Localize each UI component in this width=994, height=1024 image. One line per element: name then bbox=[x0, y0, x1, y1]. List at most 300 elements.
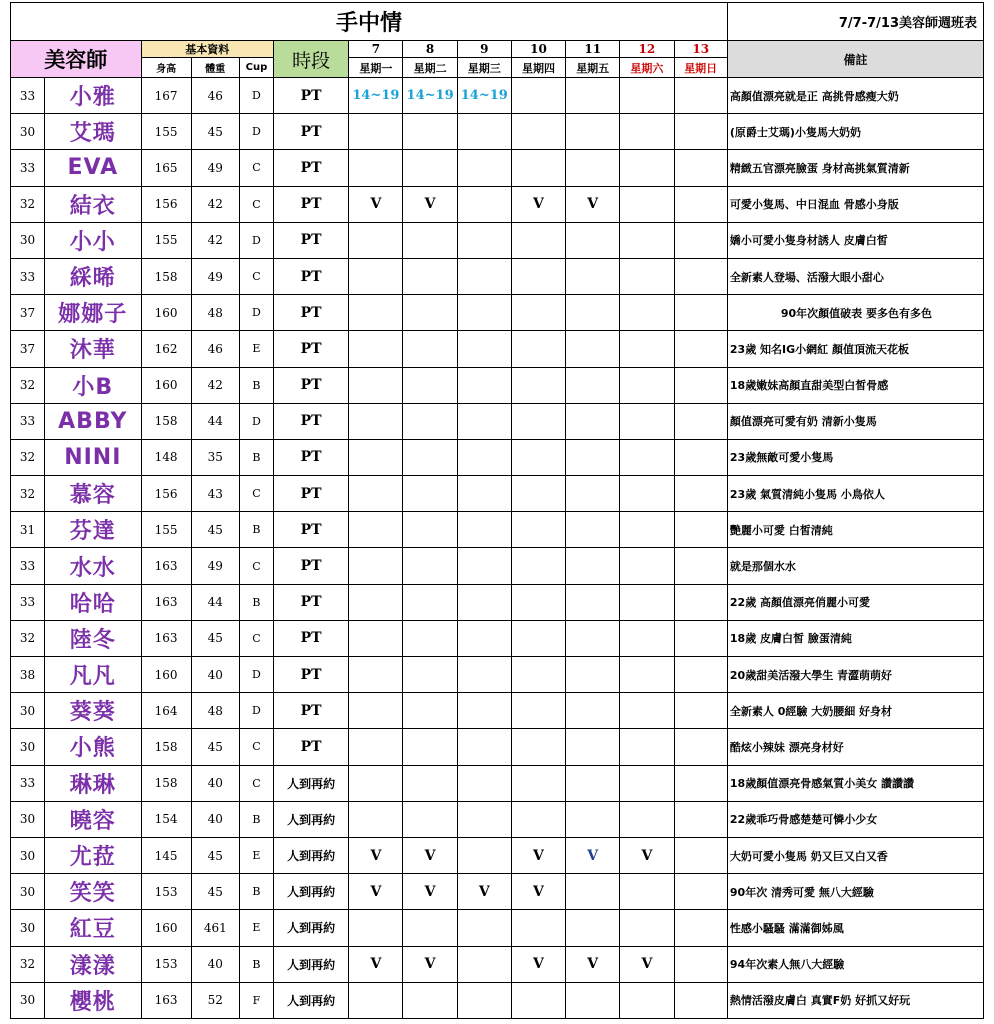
day-cell: V bbox=[511, 186, 565, 222]
title-row bbox=[11, 3, 984, 41]
weight-cell: 43 bbox=[191, 476, 239, 512]
beautician-name: 小熊 bbox=[45, 729, 141, 765]
day-cell bbox=[566, 693, 620, 729]
slot-cell: PT bbox=[274, 222, 349, 258]
day-cell bbox=[349, 910, 403, 946]
beautician-name: 小小 bbox=[45, 222, 141, 258]
slot-cell: PT bbox=[274, 512, 349, 548]
table-row bbox=[11, 765, 984, 801]
cup-cell: D bbox=[239, 78, 273, 114]
day-cell bbox=[620, 512, 674, 548]
day-cell: 14~19 bbox=[457, 78, 511, 114]
day-cell bbox=[674, 620, 727, 656]
weight-cell: 42 bbox=[191, 222, 239, 258]
cup-cell: B bbox=[239, 584, 273, 620]
height-cell: 155 bbox=[141, 512, 191, 548]
table-row bbox=[11, 512, 984, 548]
day-date: 11 bbox=[566, 41, 620, 58]
weight-header: 體重 bbox=[191, 58, 239, 78]
height-header: 身高 bbox=[141, 58, 191, 78]
day-cell: V bbox=[349, 186, 403, 222]
weight-cell: 45 bbox=[191, 874, 239, 910]
beautician-name: 凡凡 bbox=[45, 657, 141, 693]
beautician-name: 哈哈 bbox=[45, 584, 141, 620]
age-cell: 30 bbox=[11, 693, 45, 729]
table-row bbox=[11, 331, 984, 367]
table-row bbox=[11, 114, 984, 150]
day-weekday: 星期六 bbox=[620, 58, 674, 78]
day-cell bbox=[457, 295, 511, 331]
remark-cell: 22歲乖巧骨感楚楚可憐小少女 bbox=[727, 801, 983, 837]
remark-cell: 高顏值漂亮就是正 高挑骨感瘦大奶 bbox=[727, 78, 983, 114]
weight-cell: 461 bbox=[191, 910, 239, 946]
beautician-name: 陸冬 bbox=[45, 620, 141, 656]
day-cell bbox=[620, 78, 674, 114]
day-cell bbox=[674, 801, 727, 837]
table-row bbox=[11, 801, 984, 837]
age-cell: 33 bbox=[11, 403, 45, 439]
day-cell bbox=[403, 801, 457, 837]
day-cell bbox=[349, 114, 403, 150]
day-cell bbox=[566, 367, 620, 403]
slot-cell: PT bbox=[274, 114, 349, 150]
day-cell bbox=[349, 258, 403, 294]
table-row bbox=[11, 222, 984, 258]
weight-cell: 46 bbox=[191, 78, 239, 114]
slot-cell: PT bbox=[274, 620, 349, 656]
day-cell bbox=[620, 367, 674, 403]
day-cell bbox=[511, 910, 565, 946]
day-cell bbox=[403, 620, 457, 656]
age-cell: 30 bbox=[11, 114, 45, 150]
cup-cell: E bbox=[239, 837, 273, 873]
weight-cell: 44 bbox=[191, 403, 239, 439]
beautician-name: 慕容 bbox=[45, 476, 141, 512]
day-cell bbox=[457, 403, 511, 439]
day-cell: V bbox=[511, 874, 565, 910]
remark-cell: 90年次 清秀可愛 無八大經驗 bbox=[727, 874, 983, 910]
day-cell bbox=[403, 331, 457, 367]
day-date: 13 bbox=[674, 41, 727, 58]
height-cell: 164 bbox=[141, 693, 191, 729]
day-cell bbox=[674, 910, 727, 946]
cup-cell: C bbox=[239, 548, 273, 584]
day-cell bbox=[457, 186, 511, 222]
day-weekday: 星期一 bbox=[349, 58, 403, 78]
remark-cell: 顏值漂亮可愛有奶 清新小隻馬 bbox=[727, 403, 983, 439]
cup-cell: E bbox=[239, 910, 273, 946]
cup-cell: D bbox=[239, 295, 273, 331]
age-cell: 33 bbox=[11, 150, 45, 186]
height-cell: 158 bbox=[141, 729, 191, 765]
weight-cell: 40 bbox=[191, 946, 239, 982]
day-cell bbox=[674, 548, 727, 584]
table-row bbox=[11, 476, 984, 512]
day-cell bbox=[620, 476, 674, 512]
remark-cell: 嬌小可愛小隻身材誘人 皮膚白皙 bbox=[727, 222, 983, 258]
slot-cell: PT bbox=[274, 331, 349, 367]
cup-cell: C bbox=[239, 258, 273, 294]
remark-cell: 全新素人登場、活潑大眼小甜心 bbox=[727, 258, 983, 294]
day-cell: V bbox=[403, 837, 457, 873]
table-row bbox=[11, 367, 984, 403]
day-cell bbox=[403, 258, 457, 294]
table-row bbox=[11, 729, 984, 765]
day-cell bbox=[457, 150, 511, 186]
day-cell bbox=[674, 512, 727, 548]
slot-cell: PT bbox=[274, 403, 349, 439]
day-cell bbox=[511, 367, 565, 403]
remark-cell: (原爵士艾瑪)小隻馬大奶奶 bbox=[727, 114, 983, 150]
week-title: 7/7-7/13美容師週班表 bbox=[727, 3, 983, 41]
day-cell bbox=[511, 693, 565, 729]
slot-header: 時段 bbox=[274, 41, 349, 78]
day-cell bbox=[620, 150, 674, 186]
day-cell bbox=[403, 150, 457, 186]
day-cell bbox=[349, 439, 403, 475]
height-cell: 160 bbox=[141, 657, 191, 693]
day-date: 9 bbox=[457, 41, 511, 58]
day-cell bbox=[620, 729, 674, 765]
beautician-name: 尤菈 bbox=[45, 837, 141, 873]
cup-cell: C bbox=[239, 729, 273, 765]
day-cell: V bbox=[403, 874, 457, 910]
day-cell bbox=[457, 657, 511, 693]
beautician-name: NINI bbox=[45, 439, 141, 475]
age-cell: 30 bbox=[11, 801, 45, 837]
remark-cell: 性感小騷騷 滿滿御姊風 bbox=[727, 910, 983, 946]
beautician-name: 漾漾 bbox=[45, 946, 141, 982]
day-cell: V bbox=[403, 946, 457, 982]
day-cell bbox=[566, 874, 620, 910]
weight-cell: 40 bbox=[191, 801, 239, 837]
weight-cell: 45 bbox=[191, 512, 239, 548]
day-cell bbox=[457, 584, 511, 620]
beautician-name: 曉容 bbox=[45, 801, 141, 837]
remark-cell: 大奶可愛小隻馬 奶又巨又白又香 bbox=[727, 837, 983, 873]
day-cell bbox=[403, 765, 457, 801]
day-cell bbox=[511, 801, 565, 837]
day-cell bbox=[457, 439, 511, 475]
height-cell: 162 bbox=[141, 331, 191, 367]
day-cell bbox=[349, 620, 403, 656]
day-cell bbox=[620, 331, 674, 367]
cup-header: Cup bbox=[239, 58, 273, 78]
day-cell bbox=[674, 476, 727, 512]
remark-cell: 23歲 氣質清純小隻馬 小鳥依人 bbox=[727, 476, 983, 512]
weight-cell: 42 bbox=[191, 186, 239, 222]
age-cell: 32 bbox=[11, 186, 45, 222]
height-cell: 156 bbox=[141, 186, 191, 222]
table-row bbox=[11, 982, 984, 1018]
age-cell: 30 bbox=[11, 729, 45, 765]
day-cell bbox=[403, 439, 457, 475]
day-cell bbox=[566, 765, 620, 801]
remark-cell: 22歲 高顏值漂亮俏麗小可愛 bbox=[727, 584, 983, 620]
day-cell bbox=[511, 78, 565, 114]
day-cell bbox=[566, 657, 620, 693]
weight-cell: 52 bbox=[191, 982, 239, 1018]
day-cell bbox=[403, 982, 457, 1018]
weight-cell: 45 bbox=[191, 114, 239, 150]
day-weekday: 星期五 bbox=[566, 58, 620, 78]
age-cell: 33 bbox=[11, 258, 45, 294]
day-cell bbox=[511, 331, 565, 367]
remark-cell: 精緻五官漂亮臉蛋 身材高挑氣質清新 bbox=[727, 150, 983, 186]
weight-cell: 44 bbox=[191, 584, 239, 620]
day-cell bbox=[403, 910, 457, 946]
slot-cell: 人到再約 bbox=[274, 982, 349, 1018]
height-cell: 165 bbox=[141, 150, 191, 186]
beautician-name: 小B bbox=[45, 367, 141, 403]
slot-cell: PT bbox=[274, 693, 349, 729]
table-row bbox=[11, 946, 984, 982]
cup-cell: D bbox=[239, 657, 273, 693]
day-cell: V bbox=[566, 837, 620, 873]
day-cell bbox=[457, 837, 511, 873]
beautician-name: 水水 bbox=[45, 548, 141, 584]
age-cell: 30 bbox=[11, 874, 45, 910]
table-row bbox=[11, 910, 984, 946]
day-cell: V bbox=[349, 874, 403, 910]
day-cell bbox=[349, 693, 403, 729]
day-cell bbox=[674, 765, 727, 801]
day-cell bbox=[457, 222, 511, 258]
height-cell: 163 bbox=[141, 584, 191, 620]
height-cell: 145 bbox=[141, 837, 191, 873]
day-cell bbox=[403, 114, 457, 150]
beautician-name: 櫻桃 bbox=[45, 982, 141, 1018]
day-date: 10 bbox=[511, 41, 565, 58]
day-cell bbox=[403, 657, 457, 693]
day-cell bbox=[403, 295, 457, 331]
cup-cell: E bbox=[239, 331, 273, 367]
day-cell bbox=[511, 657, 565, 693]
day-cell bbox=[511, 222, 565, 258]
day-cell bbox=[511, 114, 565, 150]
table-row bbox=[11, 584, 984, 620]
day-cell bbox=[349, 584, 403, 620]
day-cell bbox=[566, 548, 620, 584]
cup-cell: B bbox=[239, 439, 273, 475]
remark-cell: 可愛小隻馬、中日混血 骨感小身版 bbox=[727, 186, 983, 222]
day-cell bbox=[457, 693, 511, 729]
day-cell bbox=[620, 620, 674, 656]
day-cell bbox=[674, 186, 727, 222]
day-cell bbox=[457, 258, 511, 294]
remark-cell: 全新素人 0經驗 大奶腰細 好身材 bbox=[727, 693, 983, 729]
height-cell: 160 bbox=[141, 910, 191, 946]
height-cell: 160 bbox=[141, 295, 191, 331]
table-row bbox=[11, 837, 984, 873]
beautician-header: 美容師 bbox=[11, 41, 142, 78]
table-row bbox=[11, 439, 984, 475]
height-cell: 167 bbox=[141, 78, 191, 114]
day-cell bbox=[457, 512, 511, 548]
weight-cell: 49 bbox=[191, 548, 239, 584]
day-cell bbox=[674, 331, 727, 367]
table-row bbox=[11, 258, 984, 294]
height-cell: 158 bbox=[141, 765, 191, 801]
age-cell: 33 bbox=[11, 765, 45, 801]
weight-cell: 45 bbox=[191, 837, 239, 873]
remark-cell: 酷炫小辣妹 漂亮身材好 bbox=[727, 729, 983, 765]
weight-cell: 42 bbox=[191, 367, 239, 403]
remark-cell: 23歲 知名IG小網紅 顏值頂流天花板 bbox=[727, 331, 983, 367]
age-cell: 32 bbox=[11, 476, 45, 512]
age-cell: 33 bbox=[11, 78, 45, 114]
cup-cell: C bbox=[239, 620, 273, 656]
day-cell bbox=[349, 331, 403, 367]
remark-cell: 艷麗小可愛 白皙清純 bbox=[727, 512, 983, 548]
cup-cell: D bbox=[239, 693, 273, 729]
day-cell bbox=[620, 657, 674, 693]
day-cell bbox=[403, 584, 457, 620]
day-cell bbox=[457, 114, 511, 150]
slot-cell: PT bbox=[274, 186, 349, 222]
day-cell bbox=[620, 801, 674, 837]
remark-cell: 23歲無敵可愛小隻馬 bbox=[727, 439, 983, 475]
beautician-name: 艾瑪 bbox=[45, 114, 141, 150]
day-cell bbox=[566, 512, 620, 548]
slot-cell: PT bbox=[274, 367, 349, 403]
day-cell bbox=[349, 548, 403, 584]
day-cell bbox=[674, 584, 727, 620]
slot-cell: PT bbox=[274, 439, 349, 475]
height-cell: 163 bbox=[141, 548, 191, 584]
day-cell bbox=[403, 367, 457, 403]
remark-cell: 18歲顏值漂亮骨感氣質小美女 讚讚讚 bbox=[727, 765, 983, 801]
slot-cell: PT bbox=[274, 78, 349, 114]
day-cell: V bbox=[620, 837, 674, 873]
age-cell: 37 bbox=[11, 331, 45, 367]
table-row bbox=[11, 295, 984, 331]
day-cell bbox=[566, 620, 620, 656]
day-cell bbox=[566, 910, 620, 946]
day-cell bbox=[620, 403, 674, 439]
schedule-table bbox=[10, 2, 984, 1019]
table-row bbox=[11, 78, 984, 114]
table-row bbox=[11, 693, 984, 729]
day-cell: V bbox=[566, 186, 620, 222]
day-cell bbox=[674, 874, 727, 910]
remark-cell: 94年次素人無八大經驗 bbox=[727, 946, 983, 982]
weight-cell: 40 bbox=[191, 657, 239, 693]
day-cell bbox=[674, 439, 727, 475]
day-cell bbox=[511, 729, 565, 765]
beautician-name: 小雅 bbox=[45, 78, 141, 114]
height-cell: 154 bbox=[141, 801, 191, 837]
slot-cell: PT bbox=[274, 150, 349, 186]
day-cell bbox=[566, 78, 620, 114]
beautician-name: 琳琳 bbox=[45, 765, 141, 801]
day-cell bbox=[511, 512, 565, 548]
age-cell: 30 bbox=[11, 837, 45, 873]
weight-cell: 45 bbox=[191, 729, 239, 765]
remark-cell: 18歲 皮膚白皙 臉蛋清純 bbox=[727, 620, 983, 656]
day-cell bbox=[566, 801, 620, 837]
height-cell: 158 bbox=[141, 258, 191, 294]
day-cell: V bbox=[620, 946, 674, 982]
day-cell bbox=[457, 982, 511, 1018]
slot-cell: 人到再約 bbox=[274, 946, 349, 982]
height-cell: 148 bbox=[141, 439, 191, 475]
slot-cell: 人到再約 bbox=[274, 874, 349, 910]
day-cell bbox=[457, 331, 511, 367]
height-cell: 153 bbox=[141, 874, 191, 910]
slot-cell: 人到再約 bbox=[274, 837, 349, 873]
height-cell: 163 bbox=[141, 982, 191, 1018]
cup-cell: D bbox=[239, 114, 273, 150]
beautician-name: 沐華 bbox=[45, 331, 141, 367]
age-cell: 30 bbox=[11, 222, 45, 258]
slot-cell: PT bbox=[274, 258, 349, 294]
day-cell bbox=[674, 982, 727, 1018]
height-cell: 158 bbox=[141, 403, 191, 439]
day-cell bbox=[566, 331, 620, 367]
beautician-name: 娜娜子 bbox=[45, 295, 141, 331]
day-cell bbox=[349, 765, 403, 801]
day-cell bbox=[674, 403, 727, 439]
day-cell bbox=[349, 403, 403, 439]
weight-cell: 48 bbox=[191, 295, 239, 331]
beautician-name: ABBY bbox=[45, 403, 141, 439]
beautician-name: 紅豆 bbox=[45, 910, 141, 946]
weight-cell: 46 bbox=[191, 331, 239, 367]
day-cell bbox=[566, 403, 620, 439]
cup-cell: B bbox=[239, 801, 273, 837]
day-cell: V bbox=[349, 946, 403, 982]
height-cell: 160 bbox=[141, 367, 191, 403]
weight-cell: 45 bbox=[191, 620, 239, 656]
beautician-name: 葵葵 bbox=[45, 693, 141, 729]
slot-cell: PT bbox=[274, 657, 349, 693]
day-cell bbox=[620, 982, 674, 1018]
day-weekday: 星期四 bbox=[511, 58, 565, 78]
day-cell bbox=[457, 548, 511, 584]
age-cell: 32 bbox=[11, 439, 45, 475]
day-cell bbox=[349, 729, 403, 765]
slot-cell: 人到再約 bbox=[274, 765, 349, 801]
table-row bbox=[11, 548, 984, 584]
slot-cell: PT bbox=[274, 548, 349, 584]
day-cell bbox=[403, 548, 457, 584]
day-cell bbox=[566, 439, 620, 475]
day-cell bbox=[349, 982, 403, 1018]
day-cell bbox=[620, 295, 674, 331]
day-cell bbox=[566, 295, 620, 331]
table-row bbox=[11, 150, 984, 186]
day-cell bbox=[349, 476, 403, 512]
day-date: 12 bbox=[620, 41, 674, 58]
weight-cell: 49 bbox=[191, 150, 239, 186]
day-cell bbox=[674, 729, 727, 765]
day-cell bbox=[674, 78, 727, 114]
day-cell bbox=[403, 693, 457, 729]
day-cell: V bbox=[566, 946, 620, 982]
remark-cell: 就是那個水水 bbox=[727, 548, 983, 584]
day-cell bbox=[620, 584, 674, 620]
day-cell bbox=[620, 114, 674, 150]
day-cell bbox=[349, 801, 403, 837]
height-cell: 155 bbox=[141, 222, 191, 258]
day-cell bbox=[674, 946, 727, 982]
cup-cell: C bbox=[239, 150, 273, 186]
weight-cell: 48 bbox=[191, 693, 239, 729]
day-cell bbox=[457, 765, 511, 801]
day-date: 8 bbox=[403, 41, 457, 58]
table-row bbox=[11, 620, 984, 656]
